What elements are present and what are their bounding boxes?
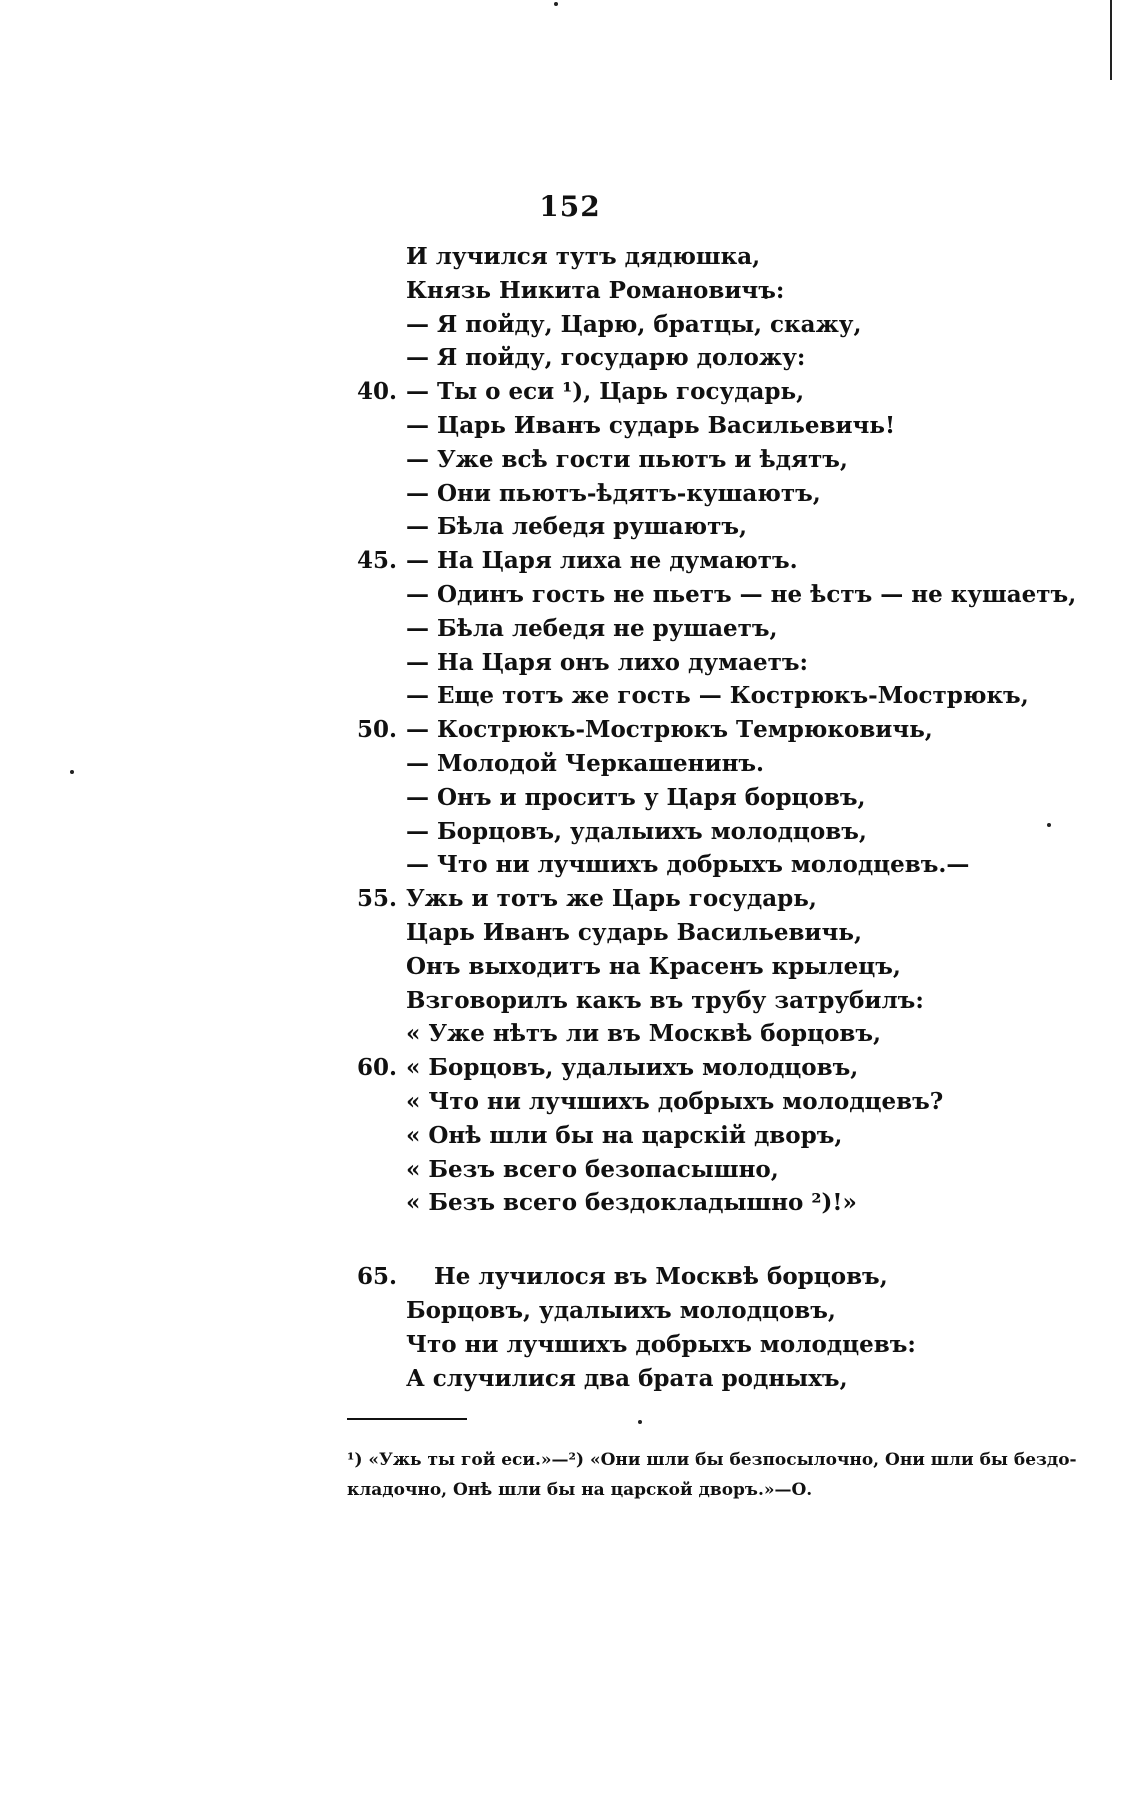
line-text: — Что ни лучшихъ добрыхъ молодцевъ.—	[406, 851, 970, 879]
line-text: — Царь Иванъ сударь Васильевичь!	[406, 411, 896, 439]
poem-line	[0, 848, 1140, 882]
line-text: — Они пьютъ-ѣдятъ-кушаютъ,	[406, 479, 821, 507]
line-text: — Одинъ гость не пьетъ — не ѣстъ — не кушаетъ,	[406, 580, 1077, 608]
line-text: Борцовъ, удалыихъ молодцовъ,	[406, 1296, 836, 1324]
poem-line	[0, 274, 1140, 308]
poem-line	[0, 1362, 1140, 1396]
poem-line	[0, 341, 1140, 375]
line-text: И лучился тутъ дядюшка,	[406, 243, 761, 270]
line-number: 65.	[357, 1263, 398, 1291]
line-text: — На Царя лиха не думаютъ.	[406, 547, 798, 575]
poem-line	[0, 510, 1140, 544]
footnote-line: ¹) «Ужь ты гой еси.»—²) «Они шли бы безпосылочно, Они шли бы бездо-	[347, 1450, 1077, 1470]
poem-line	[0, 916, 1140, 950]
poem-line	[0, 1186, 1140, 1220]
poem-line	[0, 679, 1140, 713]
line-text: « Безъ всего бездокладышно ²)!»	[406, 1189, 857, 1217]
poem-line	[0, 781, 1140, 815]
poem-line	[0, 443, 1140, 477]
line-number: 55.	[357, 885, 398, 913]
poem-line	[0, 1017, 1140, 1051]
line-text: Онъ выходитъ на Красенъ крылецъ,	[406, 952, 901, 980]
poem-line	[0, 477, 1140, 511]
poem-line	[0, 646, 1140, 680]
line-text: — Я пойду, государю доложу:	[406, 344, 806, 372]
scan-speck	[554, 2, 558, 6]
poem-line	[0, 578, 1140, 612]
line-text: — Бѣла лебедя не рушаетъ,	[406, 614, 778, 642]
line-text: — Еще тотъ же гость — Кострюкъ-Мострюкъ,	[406, 682, 1029, 710]
poem-line	[0, 882, 1140, 916]
poem-line	[0, 1119, 1140, 1153]
poem-line	[0, 1328, 1140, 1362]
poem-body	[0, 240, 1140, 1395]
poem-line	[0, 1153, 1140, 1187]
line-text: Ужь и тотъ же Царь государь,	[406, 885, 817, 913]
footnote-line: кладочно, Онѣ шли бы на царской дворъ.»—О.	[347, 1480, 813, 1500]
line-text: « Безъ всего безопасышно,	[406, 1155, 779, 1183]
poem-line	[0, 815, 1140, 849]
line-text: — Я пойду, Царю, братцы, скажу,	[406, 310, 862, 338]
line-text: Что ни лучшихъ добрыхъ молодцевъ:	[406, 1330, 916, 1358]
line-text: Князь Никита Романовичъ:	[406, 276, 785, 304]
poem-line	[0, 240, 1140, 274]
line-number: 60.	[357, 1054, 398, 1082]
line-text: — Онъ и проситъ у Царя борцовъ,	[406, 783, 866, 811]
line-number: 45.	[357, 547, 398, 575]
line-text: « Онѣ шли бы на царскій дворъ,	[406, 1121, 843, 1149]
poem-line	[0, 950, 1140, 984]
poem-line	[0, 1051, 1140, 1085]
line-text: Взговорилъ какъ въ трубу затрубилъ:	[406, 986, 924, 1014]
line-number: 50.	[357, 716, 398, 744]
line-text: — Уже всѣ гости пьютъ и ѣдятъ,	[406, 445, 848, 473]
poem-line	[0, 544, 1140, 578]
line-number: 40.	[357, 378, 398, 406]
line-text: — Молодой Черкашенинъ.	[406, 749, 765, 777]
line-text: Не лучилося въ Москвѣ борцовъ,	[434, 1263, 888, 1291]
poem-line	[0, 409, 1140, 443]
line-text: — На Царя онъ лихо думаетъ:	[406, 648, 808, 676]
poem-line	[0, 308, 1140, 342]
line-text: — Ты о еси ¹), Царь государь,	[406, 378, 805, 406]
line-text: — Борцовъ, удалыихъ молодцовъ,	[406, 817, 867, 845]
footnote-separator	[347, 1418, 467, 1420]
footnotes	[347, 1445, 1087, 1505]
line-text: « Уже нѣтъ ли въ Москвѣ борцовъ,	[406, 1020, 882, 1048]
page-number: 152	[539, 190, 601, 223]
line-text: А случилися два брата родныхъ,	[406, 1364, 848, 1392]
poem-line	[0, 747, 1140, 781]
line-text: — Бѣла лебедя рушаютъ,	[406, 513, 748, 541]
line-text: — Кострюкъ-Мострюкъ Темрюковичь,	[406, 716, 933, 744]
poem-line	[0, 1294, 1140, 1328]
line-text: Царь Иванъ сударь Васильевичь,	[406, 918, 862, 946]
scan-speck	[638, 1420, 642, 1424]
line-text: « Борцовъ, удалыихъ молодцовъ,	[406, 1054, 859, 1082]
poem-line	[0, 375, 1140, 409]
poem-line	[0, 984, 1140, 1018]
poem-line	[0, 1085, 1140, 1119]
poem-line	[0, 1260, 1140, 1294]
scan-border-mark	[1110, 0, 1112, 80]
line-text: « Что ни лучшихъ добрыхъ молодцевъ?	[406, 1087, 944, 1115]
poem-line	[0, 612, 1140, 646]
poem-line	[0, 713, 1140, 747]
stanza-gap	[0, 1220, 1140, 1260]
